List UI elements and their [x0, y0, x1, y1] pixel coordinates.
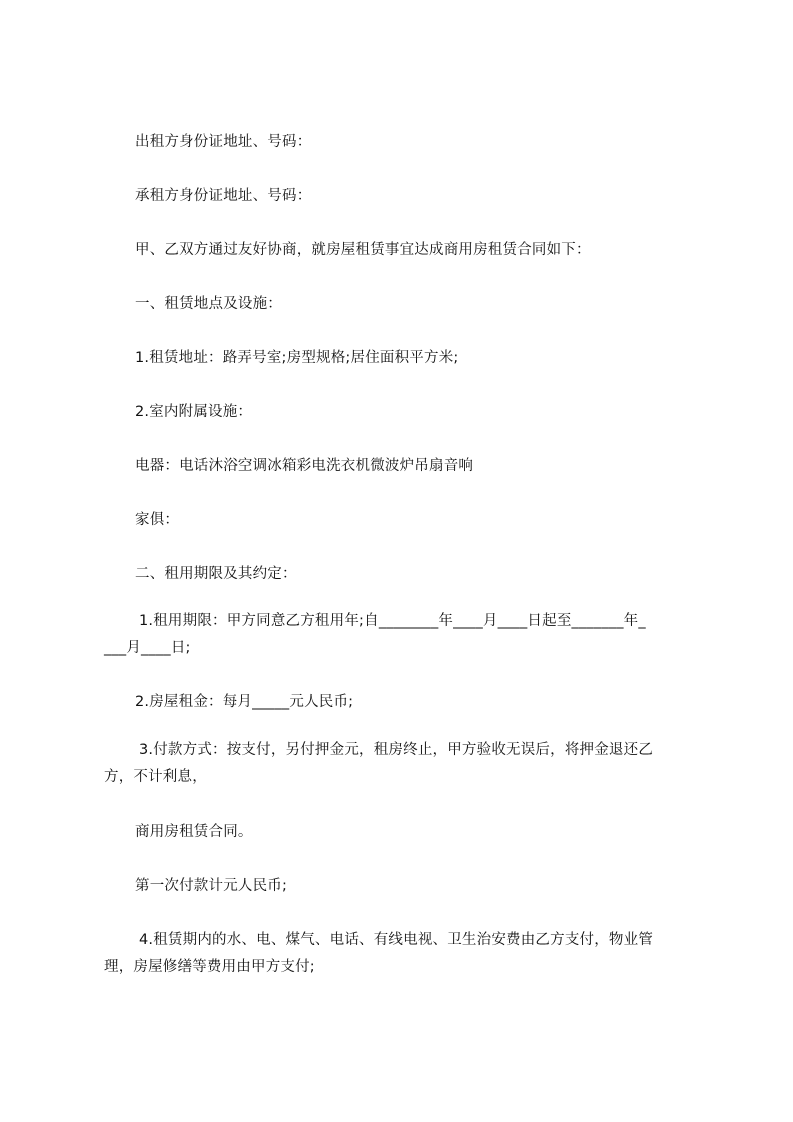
clause-rent: 2.房屋租金：每月_____元人民币;	[135, 694, 354, 710]
agreement-intro: 甲、乙双方通过友好协商，就房屋租赁事宜达成商用房租赁合同如下：	[135, 242, 591, 258]
clause-payment-cont: 方，不计利息，	[104, 769, 207, 785]
clause-payment: 3.付款方式：按支付，另付押金元，租房终止，甲方验收无误后，将押金退还乙	[139, 742, 654, 758]
appliances-line: 电器：电话沐浴空调冰箱彩电洗衣机微波炉吊扇音响	[135, 458, 474, 474]
clause-facilities: 2.室内附属设施：	[135, 404, 253, 420]
furniture-line: 家俱：	[135, 512, 180, 528]
clause-utilities: 4.租赁期内的水、电、煤气、电话、有线电视、卫生治安费由乙方支付，物业管	[139, 932, 654, 948]
lessee-id-line: 承租方身份证地址、号码：	[135, 188, 312, 204]
contract-name-line: 商用房租赁合同。	[135, 824, 253, 840]
section-heading-location: 一、租赁地点及设施：	[135, 296, 282, 312]
section-heading-term: 二、租用期限及其约定：	[135, 566, 297, 582]
clause-utilities-cont: 理，房屋修缮等费用由甲方支付;	[104, 959, 315, 975]
first-payment-line: 第一次付款计元人民币;	[135, 878, 288, 894]
lessor-id-line: 出租方身份证地址、号码：	[135, 134, 312, 150]
clause-lease-term: 1.租用期限：甲方同意乙方租用年;自________年____月____日起至_______年_	[139, 613, 646, 629]
clause-lease-term-cont: ___月____日;	[104, 640, 191, 656]
clause-rental-address: 1.租赁地址：路弄号室;房型规格;居住面积平方米;	[135, 350, 459, 366]
